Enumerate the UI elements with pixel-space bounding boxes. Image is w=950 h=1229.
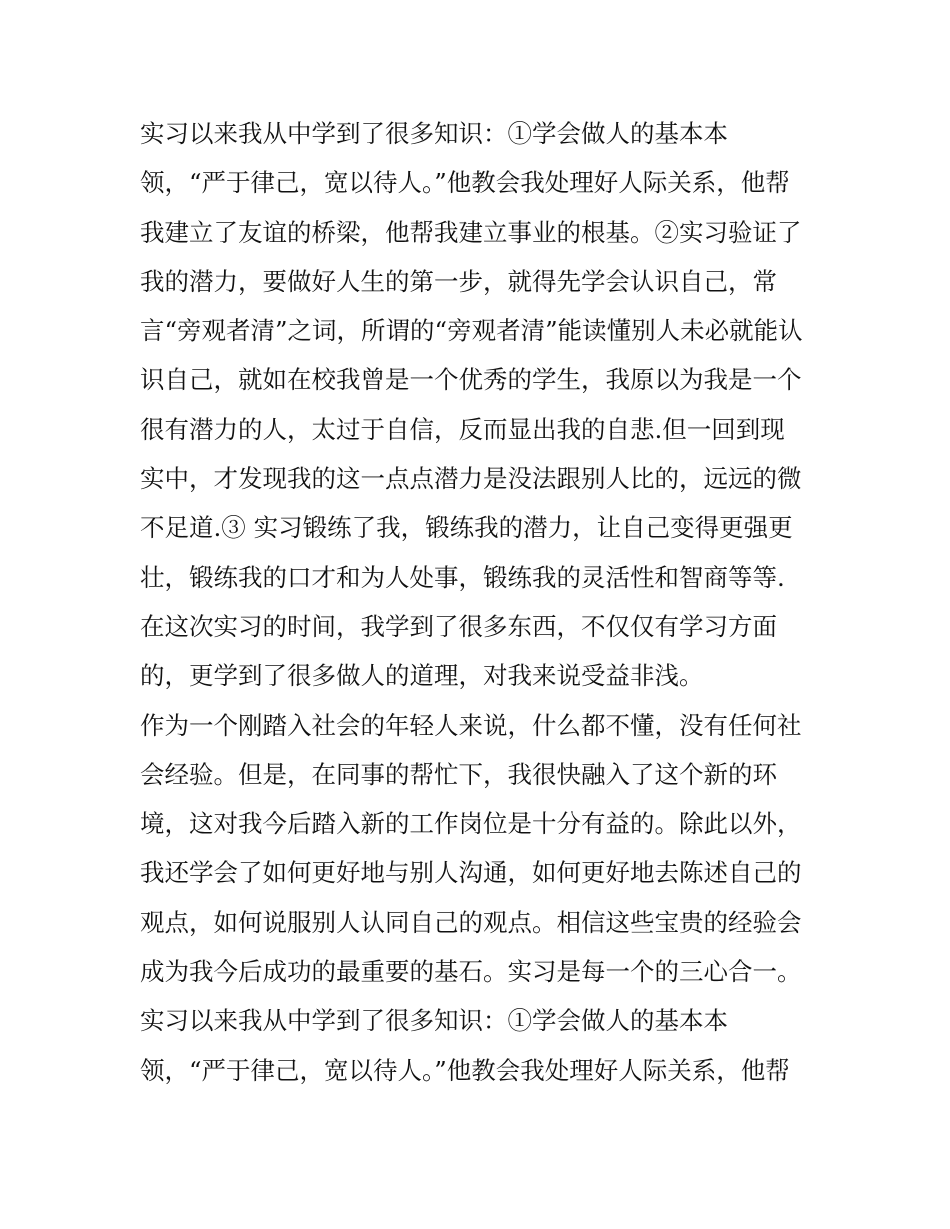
- text-line: 的，更学到了很多做人的道理，对我来说受益非浅。: [140, 661, 704, 691]
- text-line: 言“旁观者清”之词，所谓的“旁观者清”能读懂别人未必就能认: [140, 316, 803, 346]
- text-line: 作为一个刚踏入社会的年轻人来说，什么都不懂，没有任何社: [140, 710, 802, 740]
- text-line: 我的潜力，要做好人生的第一步，就得先学会认识自己，常: [140, 266, 777, 296]
- text-line: 领，“严于律己，宽以待人。”他教会我处理好人际关系，他帮: [140, 168, 790, 198]
- text-line: 我建立了友谊的桥梁，他帮我建立事业的根基。②实习验证了: [140, 217, 802, 247]
- text-line: 我还学会了如何更好地与别人沟通，如何更好地去陈述自己的: [140, 858, 802, 888]
- text-line: 观点，如何说服别人认同自己的观点。相信这些宝贵的经验会: [140, 907, 802, 937]
- text-line: 实中，才发现我的这一点点潜力是没法跟别人比的，远远的微: [140, 464, 802, 494]
- text-line: 在这次实习的时间，我学到了很多东西，不仅仅有学习方面: [140, 611, 777, 641]
- text-line: 识自己，就如在校我曾是一个优秀的学生，我原以为我是一个: [140, 365, 802, 395]
- body-text: [140, 109, 820, 1095]
- text-line: 会经验。但是，在同事的帮忙下，我很快融入了这个新的环: [140, 759, 777, 789]
- text-line: 领，“严于律己，宽以待人。”他教会我处理好人际关系，他帮: [140, 1055, 790, 1085]
- text-line: 境，这对我今后踏入新的工作岗位是十分有益的。除此以外，: [140, 809, 802, 839]
- text-line: 成为我今后成功的最重要的基石。实习是每一个的三心合一。: [140, 957, 802, 987]
- text-line: 壮，锻练我的口才和为人处事，锻练我的灵活性和智商等等.: [140, 562, 785, 592]
- text-line: 很有潜力的人，太过于自信，反而显出我的自悲.但一回到现: [140, 414, 785, 444]
- text-line: 实习以来我从中学到了很多知识：①学会做人的基本本: [140, 119, 728, 148]
- text-line: 不足道.③ 实习锻练了我，锻练我的潜力，让自己变得更强更: [140, 513, 793, 543]
- text-line: 实习以来我从中学到了很多知识：①学会做人的基本本: [140, 1006, 728, 1036]
